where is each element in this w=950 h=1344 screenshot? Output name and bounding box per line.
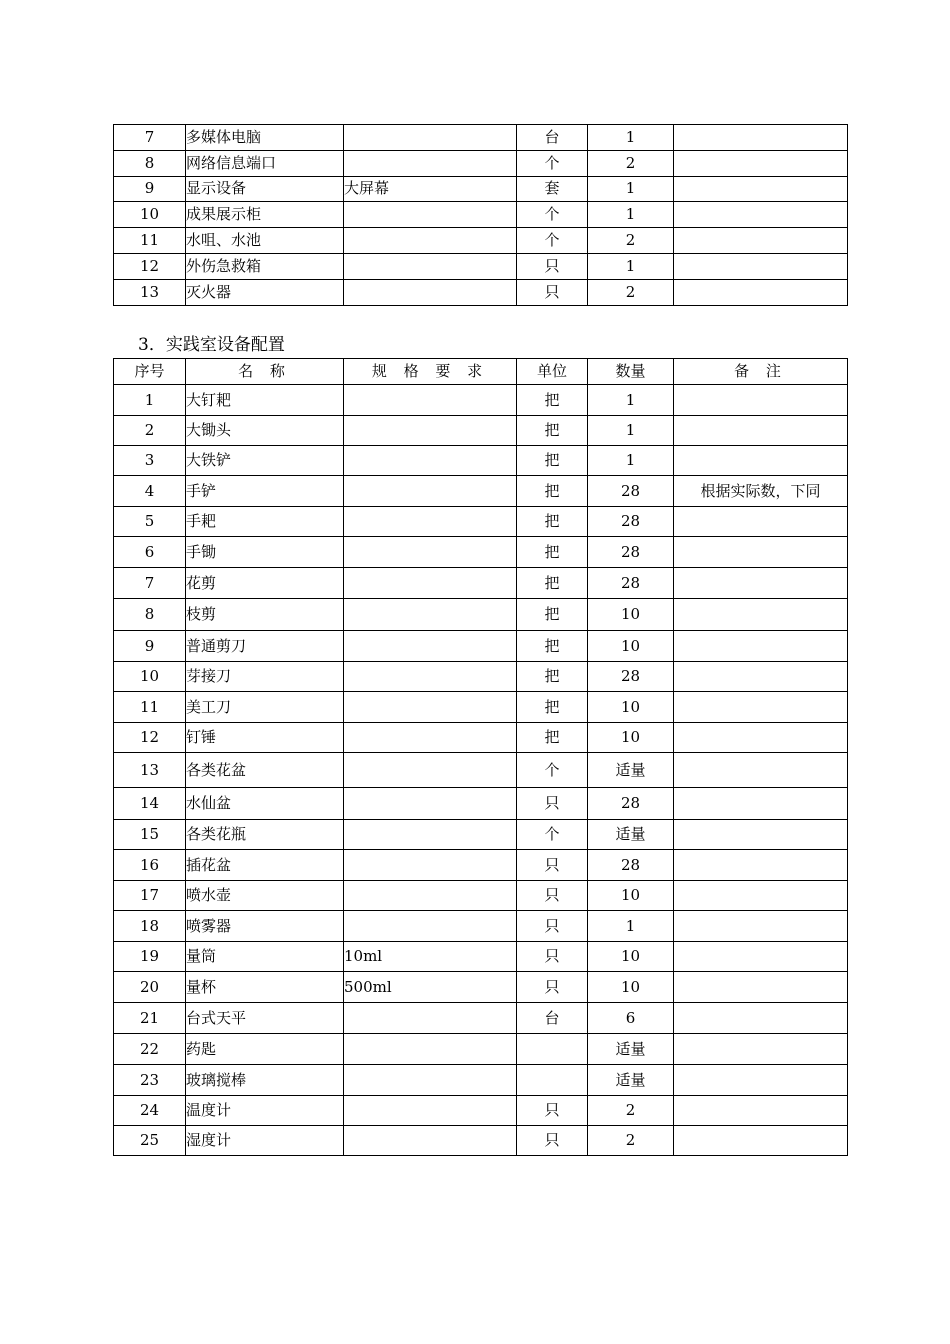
header-row xyxy=(114,359,848,385)
header-qty: 数量 xyxy=(588,359,674,385)
table-row xyxy=(114,788,848,820)
table1-body xyxy=(114,125,848,306)
cell-unit: 把 xyxy=(517,416,588,446)
cell-note xyxy=(674,1065,848,1096)
cell-qty: 28 xyxy=(588,537,674,568)
cell-unit: 把 xyxy=(517,599,588,631)
cell-qty: 2 xyxy=(588,1126,674,1156)
cell-spec xyxy=(344,279,517,305)
cell-no: 8 xyxy=(114,599,186,631)
cell-spec xyxy=(344,1065,517,1096)
table-row xyxy=(114,599,848,631)
cell-name: 网络信息端口 xyxy=(186,150,344,176)
cell-unit: 只 xyxy=(517,788,588,820)
cell-qty: 1 xyxy=(588,202,674,228)
cell-qty: 10 xyxy=(588,599,674,631)
table-row xyxy=(114,279,848,305)
cell-qty: 1 xyxy=(588,385,674,416)
table2-header xyxy=(114,359,848,385)
cell-name: 灭火器 xyxy=(186,279,344,305)
cell-spec xyxy=(344,228,517,254)
cell-no: 19 xyxy=(114,942,186,972)
cell-note xyxy=(674,507,848,537)
cell-no: 16 xyxy=(114,850,186,881)
cell-name: 湿度计 xyxy=(186,1126,344,1156)
table-row xyxy=(114,692,848,723)
table-row xyxy=(114,1126,848,1156)
cell-unit: 个 xyxy=(517,150,588,176)
cell-note xyxy=(674,599,848,631)
header-spec: 规 格 要 求 xyxy=(344,359,517,385)
cell-note xyxy=(674,125,848,151)
table-row xyxy=(114,537,848,568)
cell-note xyxy=(674,385,848,416)
cell-note xyxy=(674,972,848,1003)
cell-spec xyxy=(344,911,517,942)
cell-no: 6 xyxy=(114,537,186,568)
cell-qty: 1 xyxy=(588,446,674,476)
cell-spec xyxy=(344,692,517,723)
cell-unit: 把 xyxy=(517,568,588,599)
cell-qty: 28 xyxy=(588,568,674,599)
cell-note xyxy=(674,253,848,279)
header-name: 名 称 xyxy=(186,359,344,385)
cell-spec xyxy=(344,1034,517,1065)
cell-unit: 只 xyxy=(517,881,588,911)
cell-spec xyxy=(344,253,517,279)
table-row xyxy=(114,1003,848,1034)
cell-name: 外伤急救箱 xyxy=(186,253,344,279)
table-row xyxy=(114,753,848,788)
table-row xyxy=(114,631,848,662)
cell-name: 插花盆 xyxy=(186,850,344,881)
cell-qty: 10 xyxy=(588,972,674,1003)
cell-note xyxy=(674,692,848,723)
cell-qty: 10 xyxy=(588,881,674,911)
cell-unit: 只 xyxy=(517,972,588,1003)
cell-qty: 10 xyxy=(588,942,674,972)
cell-unit: 只 xyxy=(517,911,588,942)
cell-name: 显示设备 xyxy=(186,176,344,202)
cell-name: 水咀、水池 xyxy=(186,228,344,254)
cell-note xyxy=(674,228,848,254)
cell-spec xyxy=(344,820,517,850)
cell-qty: 1 xyxy=(588,176,674,202)
cell-note xyxy=(674,537,848,568)
cell-unit: 把 xyxy=(517,692,588,723)
cell-note xyxy=(674,1003,848,1034)
cell-name: 普通剪刀 xyxy=(186,631,344,662)
cell-qty: 1 xyxy=(588,911,674,942)
cell-qty: 10 xyxy=(588,692,674,723)
cell-no: 23 xyxy=(114,1065,186,1096)
cell-unit: 把 xyxy=(517,476,588,507)
cell-name: 大锄头 xyxy=(186,416,344,446)
cell-qty: 2 xyxy=(588,1096,674,1126)
cell-note xyxy=(674,911,848,942)
cell-spec xyxy=(344,446,517,476)
cell-spec: 10ml xyxy=(344,942,517,972)
cell-spec xyxy=(344,1003,517,1034)
cell-no: 22 xyxy=(114,1034,186,1065)
cell-spec xyxy=(344,881,517,911)
cell-name: 量杯 xyxy=(186,972,344,1003)
cell-spec xyxy=(344,150,517,176)
cell-name: 手耙 xyxy=(186,507,344,537)
cell-name: 手锄 xyxy=(186,537,344,568)
cell-note xyxy=(674,753,848,788)
cell-name: 枝剪 xyxy=(186,599,344,631)
cell-no: 15 xyxy=(114,820,186,850)
cell-note xyxy=(674,788,848,820)
cell-qty: 1 xyxy=(588,125,674,151)
cell-name: 各类花瓶 xyxy=(186,820,344,850)
cell-spec xyxy=(344,850,517,881)
cell-unit: 把 xyxy=(517,662,588,692)
cell-no: 13 xyxy=(114,753,186,788)
cell-note xyxy=(674,662,848,692)
cell-note xyxy=(674,850,848,881)
table2-body xyxy=(114,385,848,1156)
table-row xyxy=(114,942,848,972)
cell-note xyxy=(674,568,848,599)
cell-name: 手铲 xyxy=(186,476,344,507)
cell-spec: 500ml xyxy=(344,972,517,1003)
cell-spec xyxy=(344,753,517,788)
cell-name: 量筒 xyxy=(186,942,344,972)
cell-unit: 把 xyxy=(517,385,588,416)
table-row xyxy=(114,568,848,599)
cell-unit: 把 xyxy=(517,537,588,568)
header-unit: 单位 xyxy=(517,359,588,385)
cell-qty: 28 xyxy=(588,788,674,820)
cell-unit: 个 xyxy=(517,753,588,788)
header-no: 序号 xyxy=(114,359,186,385)
cell-qty: 2 xyxy=(588,150,674,176)
cell-unit: 把 xyxy=(517,631,588,662)
cell-note: 根据实际数，下同 xyxy=(674,476,848,507)
cell-name: 药匙 xyxy=(186,1034,344,1065)
cell-qty: 1 xyxy=(588,416,674,446)
cell-no: 11 xyxy=(114,692,186,723)
cell-note xyxy=(674,723,848,753)
cell-unit: 个 xyxy=(517,820,588,850)
table-row xyxy=(114,911,848,942)
cell-no: 12 xyxy=(114,723,186,753)
cell-spec xyxy=(344,1096,517,1126)
cell-qty: 10 xyxy=(588,723,674,753)
cell-no: 11 xyxy=(114,228,186,254)
cell-note xyxy=(674,1034,848,1065)
table-row xyxy=(114,176,848,202)
cell-no: 4 xyxy=(114,476,186,507)
cell-no: 8 xyxy=(114,150,186,176)
cell-qty: 10 xyxy=(588,631,674,662)
cell-qty: 1 xyxy=(588,253,674,279)
cell-unit: 只 xyxy=(517,1126,588,1156)
table-row xyxy=(114,662,848,692)
cell-qty: 适量 xyxy=(588,1034,674,1065)
cell-spec: 大屏幕 xyxy=(344,176,517,202)
table-row xyxy=(114,125,848,151)
cell-name: 玻璃搅棒 xyxy=(186,1065,344,1096)
cell-unit: 只 xyxy=(517,1096,588,1126)
cell-spec xyxy=(344,537,517,568)
cell-name: 各类花盆 xyxy=(186,753,344,788)
cell-no: 7 xyxy=(114,125,186,151)
table-row xyxy=(114,1065,848,1096)
cell-unit: 只 xyxy=(517,942,588,972)
cell-unit: 台 xyxy=(517,1003,588,1034)
table-row xyxy=(114,850,848,881)
table-row xyxy=(114,1096,848,1126)
cell-no: 12 xyxy=(114,253,186,279)
cell-no: 3 xyxy=(114,446,186,476)
table-row xyxy=(114,385,848,416)
cell-spec xyxy=(344,125,517,151)
cell-qty: 适量 xyxy=(588,753,674,788)
cell-spec xyxy=(344,788,517,820)
table-row xyxy=(114,1034,848,1065)
cell-spec xyxy=(344,385,517,416)
cell-qty: 适量 xyxy=(588,820,674,850)
cell-note xyxy=(674,416,848,446)
cell-unit xyxy=(517,1034,588,1065)
cell-name: 钉锤 xyxy=(186,723,344,753)
cell-spec xyxy=(344,416,517,446)
cell-note xyxy=(674,942,848,972)
cell-name: 温度计 xyxy=(186,1096,344,1126)
cell-note xyxy=(674,820,848,850)
cell-name: 花剪 xyxy=(186,568,344,599)
cell-qty: 28 xyxy=(588,850,674,881)
cell-qty: 28 xyxy=(588,662,674,692)
table-row xyxy=(114,202,848,228)
table-row xyxy=(114,881,848,911)
cell-note xyxy=(674,446,848,476)
cell-spec xyxy=(344,476,517,507)
cell-unit: 只 xyxy=(517,279,588,305)
cell-no: 2 xyxy=(114,416,186,446)
cell-spec xyxy=(344,202,517,228)
cell-qty: 2 xyxy=(588,279,674,305)
equipment-table-continued xyxy=(113,124,848,306)
cell-unit xyxy=(517,1065,588,1096)
cell-name: 芽接刀 xyxy=(186,662,344,692)
table-row xyxy=(114,476,848,507)
table-row xyxy=(114,228,848,254)
cell-spec xyxy=(344,1126,517,1156)
cell-unit: 只 xyxy=(517,253,588,279)
table-row xyxy=(114,972,848,1003)
cell-no: 10 xyxy=(114,662,186,692)
table-row xyxy=(114,446,848,476)
table-row xyxy=(114,507,848,537)
cell-no: 13 xyxy=(114,279,186,305)
cell-name: 大钉耙 xyxy=(186,385,344,416)
cell-spec xyxy=(344,631,517,662)
cell-no: 5 xyxy=(114,507,186,537)
table-row xyxy=(114,150,848,176)
cell-no: 1 xyxy=(114,385,186,416)
cell-qty: 2 xyxy=(588,228,674,254)
cell-spec xyxy=(344,568,517,599)
cell-no: 9 xyxy=(114,631,186,662)
section-title: 3．实践室设备配置 xyxy=(138,335,285,355)
cell-no: 17 xyxy=(114,881,186,911)
practice-room-equipment-table xyxy=(113,358,848,1156)
header-note: 备 注 xyxy=(674,359,848,385)
cell-note xyxy=(674,1096,848,1126)
cell-unit: 把 xyxy=(517,507,588,537)
cell-no: 24 xyxy=(114,1096,186,1126)
cell-name: 成果展示柜 xyxy=(186,202,344,228)
cell-name: 美工刀 xyxy=(186,692,344,723)
cell-unit: 把 xyxy=(517,723,588,753)
cell-no: 20 xyxy=(114,972,186,1003)
cell-no: 10 xyxy=(114,202,186,228)
cell-note xyxy=(674,176,848,202)
cell-note xyxy=(674,279,848,305)
cell-spec xyxy=(344,662,517,692)
cell-unit: 只 xyxy=(517,850,588,881)
cell-note xyxy=(674,881,848,911)
cell-qty: 28 xyxy=(588,476,674,507)
cell-unit: 套 xyxy=(517,176,588,202)
table-row xyxy=(114,723,848,753)
cell-unit: 台 xyxy=(517,125,588,151)
cell-qty: 适量 xyxy=(588,1065,674,1096)
cell-no: 25 xyxy=(114,1126,186,1156)
cell-qty: 28 xyxy=(588,507,674,537)
cell-name: 台式天平 xyxy=(186,1003,344,1034)
cell-qty: 6 xyxy=(588,1003,674,1034)
cell-note xyxy=(674,202,848,228)
table-row xyxy=(114,253,848,279)
cell-spec xyxy=(344,599,517,631)
cell-no: 21 xyxy=(114,1003,186,1034)
cell-name: 喷水壶 xyxy=(186,881,344,911)
cell-note xyxy=(674,631,848,662)
cell-spec xyxy=(344,723,517,753)
cell-unit: 把 xyxy=(517,446,588,476)
cell-note xyxy=(674,150,848,176)
cell-name: 多媒体电脑 xyxy=(186,125,344,151)
cell-note xyxy=(674,1126,848,1156)
cell-name: 喷雾器 xyxy=(186,911,344,942)
cell-name: 水仙盆 xyxy=(186,788,344,820)
cell-no: 14 xyxy=(114,788,186,820)
cell-unit: 个 xyxy=(517,202,588,228)
cell-name: 大铁铲 xyxy=(186,446,344,476)
table-row xyxy=(114,416,848,446)
cell-no: 7 xyxy=(114,568,186,599)
table-row xyxy=(114,820,848,850)
cell-unit: 个 xyxy=(517,228,588,254)
cell-spec xyxy=(344,507,517,537)
cell-no: 9 xyxy=(114,176,186,202)
cell-no: 18 xyxy=(114,911,186,942)
